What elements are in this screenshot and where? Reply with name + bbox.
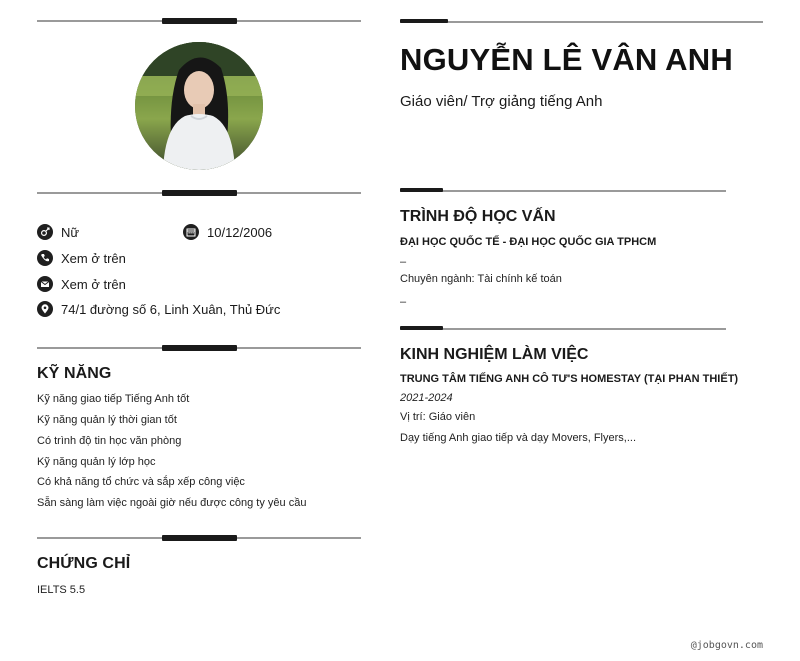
phone-icon	[37, 250, 53, 266]
calendar-icon	[183, 224, 199, 240]
info-birthdate	[183, 224, 272, 240]
skills-heading: KỸ NĂNG	[37, 365, 112, 382]
certificates-heading: CHỨNG CHỈ	[37, 555, 131, 572]
skill-item: Sẵn sàng làm việc ngoài giờ nếu được công ty yêu cầu	[37, 497, 307, 509]
info-email	[37, 276, 126, 292]
experience-description: Dạy tiếng Anh giao tiếp và dạy Movers, Flyers,...	[400, 432, 637, 444]
education-heading: TRÌNH ĐỘ HỌC VẤN	[400, 208, 556, 225]
experience-heading: KINH NGHIỆM LÀM VIỆC	[400, 346, 589, 363]
gender-icon	[37, 224, 53, 240]
avatar	[135, 42, 263, 170]
education-major: Chuyên ngành: Tài chính kế toán	[400, 273, 562, 285]
phone-value: Xem ở trên	[61, 250, 126, 266]
birthdate-value: 10/12/2006	[207, 224, 273, 240]
skill-item: Kỹ năng giao tiếp Tiếng Anh tốt	[37, 393, 190, 405]
job-title: Giáo viên/ Trợ giảng tiếng Anh	[400, 93, 603, 110]
divider-under-avatar	[37, 192, 361, 194]
divider-certificates	[37, 537, 361, 539]
skill-item: Có trình độ tin học văn phòng	[37, 435, 182, 447]
company-name: TRUNG TÂM TIẾNG ANH CÔ TƯ'S HOMESTAY (TẠI PHAN THIẾT)	[400, 373, 739, 385]
education-dash: –	[400, 296, 407, 308]
education-dash: –	[400, 256, 407, 268]
watermark: @jobgovn.com	[690, 640, 763, 651]
location-pin-icon	[37, 301, 53, 317]
skill-item: Kỹ năng quản lý lớp học	[37, 456, 156, 468]
full-name: NGUYỄN LÊ VÂN ANH	[400, 42, 733, 77]
skill-item: Kỹ năng quản lý thời gian tốt	[37, 414, 177, 426]
experience-period: 2021-2024	[400, 392, 453, 404]
info-gender	[37, 224, 79, 240]
email-value: Xem ở trên	[61, 276, 126, 292]
certificate-item: IELTS 5.5	[37, 584, 86, 596]
info-phone	[37, 250, 126, 266]
address-value: 74/1 đường số 6, Linh Xuân, Thủ Đức	[61, 301, 281, 317]
divider-education	[400, 190, 726, 192]
email-icon	[37, 276, 53, 292]
gender-value: Nữ	[61, 224, 80, 240]
skill-item: Có khả năng tổ chức và sắp xếp công việc	[37, 476, 245, 488]
school-name: ĐẠI HỌC QUỐC TẾ - ĐẠI HỌC QUỐC GIA TPHCM	[400, 236, 657, 248]
info-address	[37, 301, 280, 317]
divider-skills	[37, 347, 361, 349]
divider-top-right	[400, 21, 763, 23]
experience-position: Vị trí: Giáo viên	[400, 411, 476, 423]
divider-top-left	[37, 20, 361, 22]
divider-experience	[400, 328, 726, 330]
